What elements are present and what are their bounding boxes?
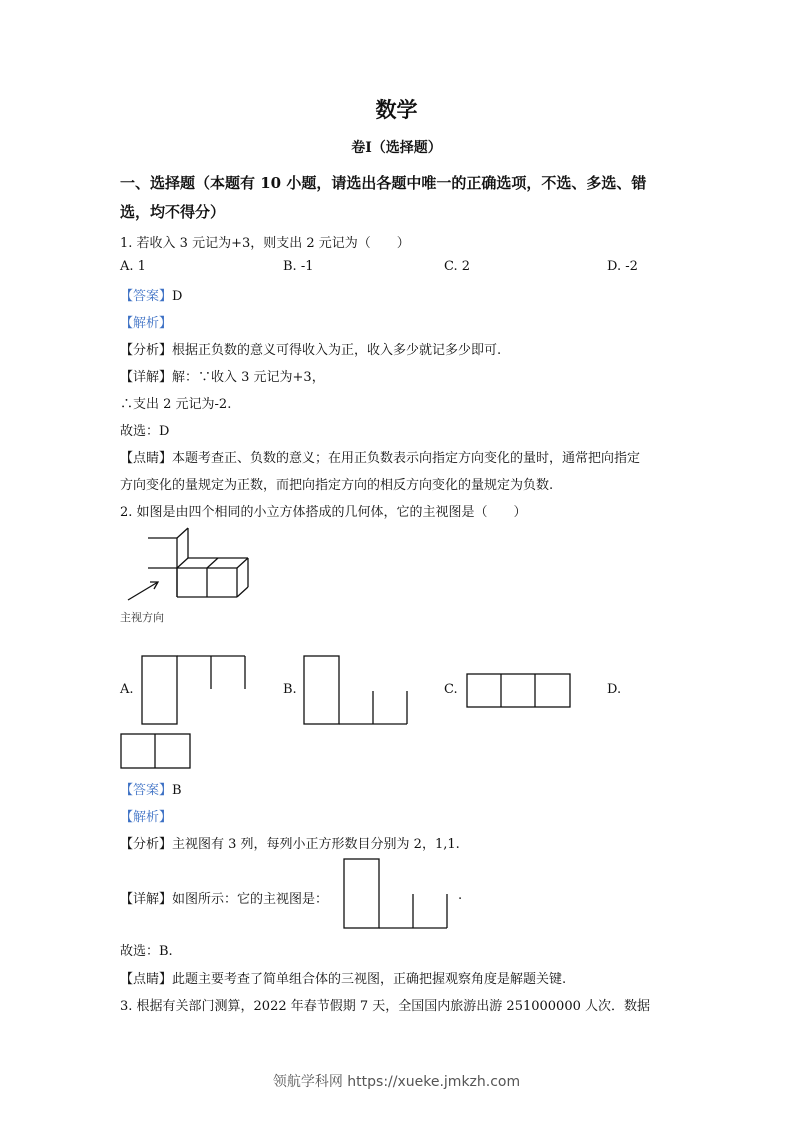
q1-xiangjie-line1: 【详解】解：∵收入 3 元记为+3， [120, 370, 325, 385]
q2-option-c-label: C. [444, 682, 458, 697]
q1-option-a: A. 1 [120, 259, 146, 274]
q2-direction-label: 主视方向 [120, 611, 164, 624]
footer-watermark: 领航学科网 https://xueke.jmkzh.com [272, 1074, 521, 1090]
q1-dianjing-line1: 【点睛】本题考查正、负数的意义；在用正负数表示向指定方向变化的量时，通常把向指定 [120, 451, 641, 466]
q2-xiangjie: 【详解】如图所示：它的主视图是： [120, 892, 329, 907]
q2-answer-row [120, 779, 182, 798]
q1-fenxi: 【分析】根据正负数的意义可得收入为正，收入多少就记多少即可. [120, 343, 502, 358]
q2-solid-figure [118, 524, 258, 604]
q3-stem: 3. 根据有关部门测算，2022 年春节假期 7 天，全国国内旅游出游 251000000 人次．数据 [120, 999, 650, 1014]
section-heading-line2: 选，均不得分） [120, 203, 226, 221]
q2-option-d-label: D. [607, 682, 622, 697]
q2-option-a-label: A. [120, 682, 134, 697]
q2-dianjing: 【点睛】此题主要考查了简单组合体的三视图，正确把握观察角度是解题关键. [120, 972, 567, 987]
q1-option-c: C. 2 [444, 259, 471, 274]
q2-fenxi: 【分析】主视图有 3 列，每列小正方形数目分别为 2，1,1. [120, 837, 460, 852]
q2-option-a-figure [140, 654, 250, 726]
answer-tag: 【答案】 [120, 289, 173, 304]
q1-conclusion: 故选：D [120, 424, 170, 439]
q2-option-d-figure [119, 732, 194, 770]
q1-answer-row [120, 285, 182, 304]
q1-option-d: D. -2 [607, 259, 638, 274]
q2-analysis-tag: 【解析】 [120, 810, 173, 825]
answer-tag: 【答案】 [120, 783, 173, 798]
section-heading-line1: 一、选择题（本题有 10 小题，请选出各题中唯一的正确选项，不选、多选、错 [120, 174, 647, 192]
q2-xiangjie-period: . [458, 888, 463, 903]
q2-stem: 2. 如图是由四个相同的小立方体搭成的几何体，它的主视图是（ ） [120, 505, 527, 520]
q2-option-b-figure [302, 654, 412, 726]
q1-option-b: B. -1 [283, 259, 314, 274]
q1-analysis-tag: 【解析】 [120, 316, 173, 331]
q2-option-c-figure [465, 672, 575, 710]
paper-subtitle: 卷Ⅰ（选择题） [351, 140, 442, 156]
q1-answer-value: D [172, 289, 183, 304]
q2-option-b-label: B. [283, 682, 297, 697]
q2-conclusion: 故选：B. [120, 944, 173, 959]
q1-dianjing-line2: 方向变化的量规定为正数，而把向指定方向的相反方向变化的量规定为负数. [120, 478, 554, 493]
q2-answer-value: B [172, 783, 182, 798]
q1-stem: 1. 若收入 3 元记为+3，则支出 2 元记为（ ） [120, 236, 410, 251]
page-title: 数学 [375, 97, 418, 122]
q2-solution-figure [342, 857, 452, 931]
q1-xiangjie-line2: ∴支出 2 元记为-2. [120, 397, 232, 412]
